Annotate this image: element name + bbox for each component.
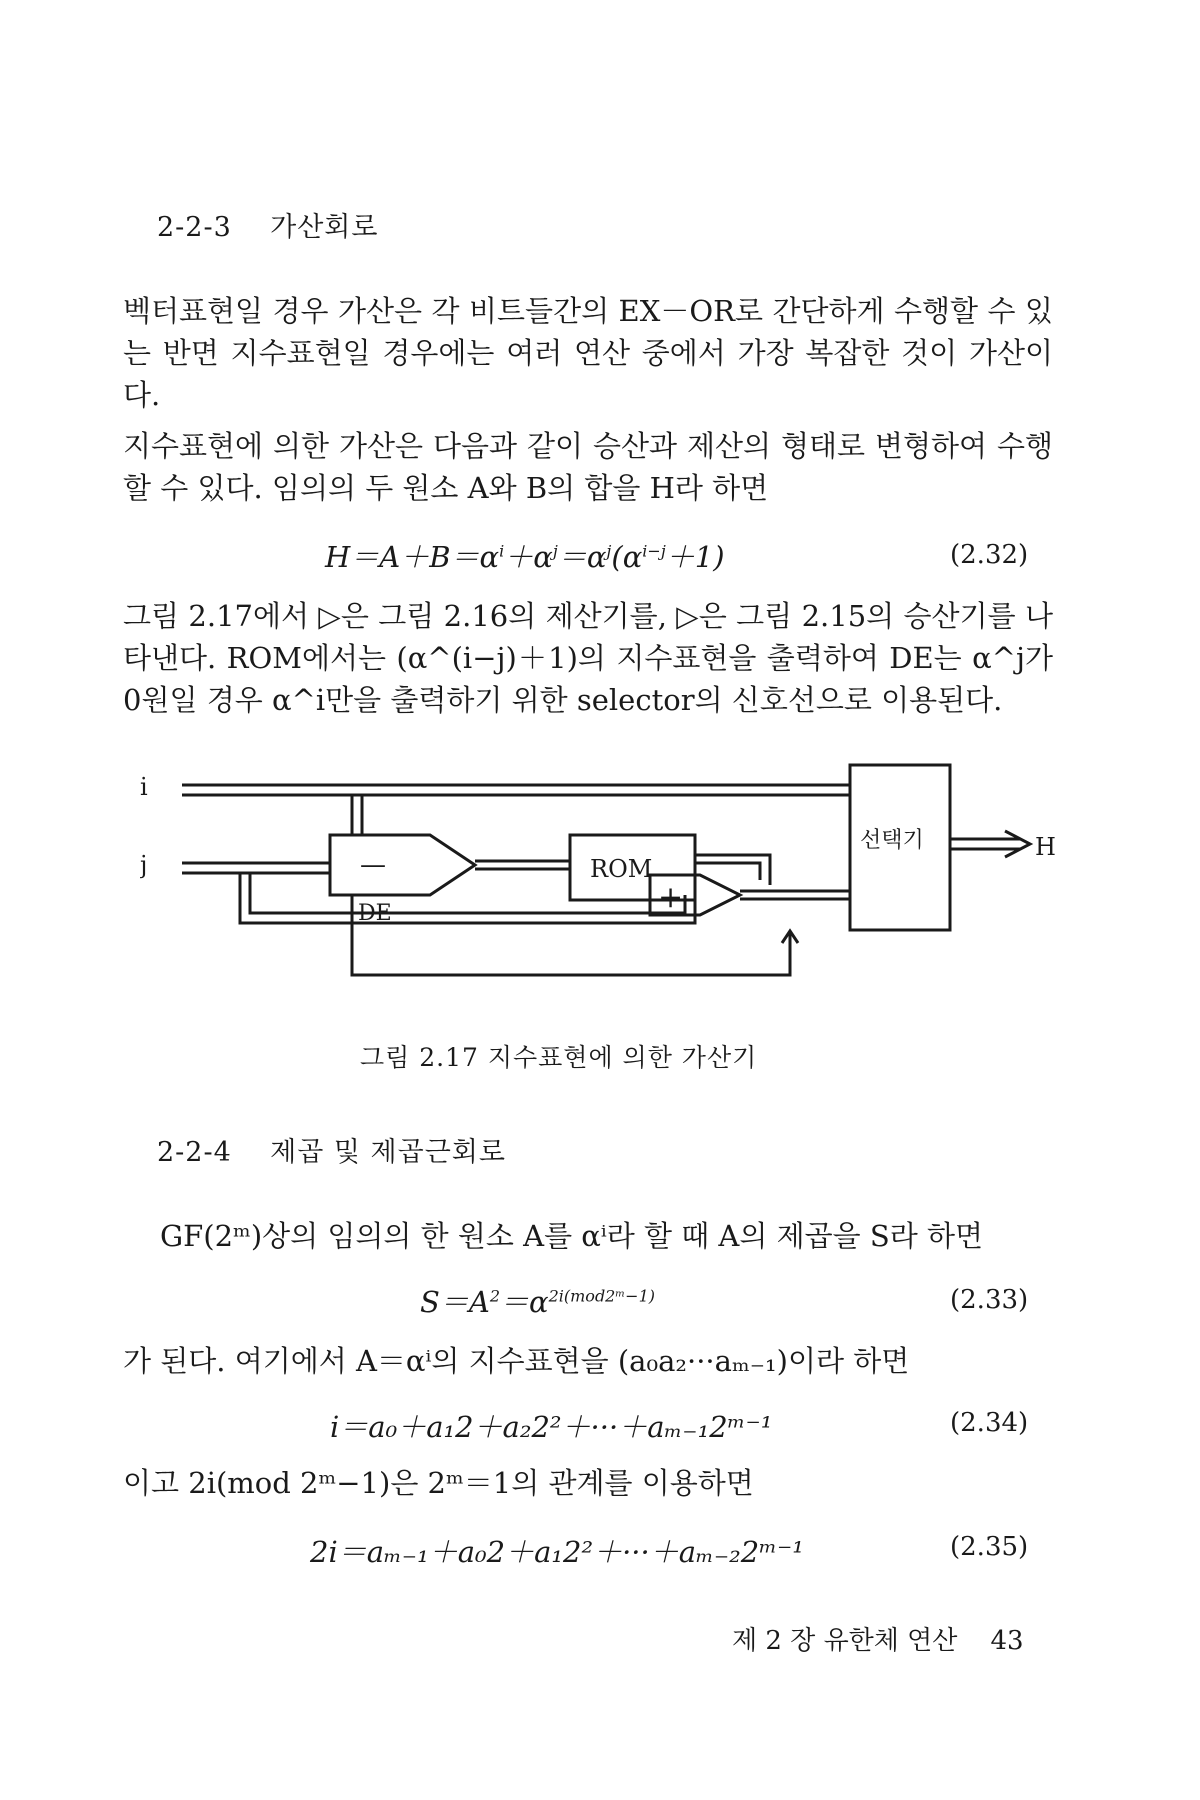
- equation-number-2-34: (2.34): [950, 1408, 1029, 1438]
- section-number: 2-2-3: [157, 212, 232, 243]
- page-number: 43: [990, 1626, 1024, 1656]
- subtractor-block: [330, 835, 475, 895]
- equation-2-33: $S=A^2=\alpha^{2i(mod2ᵐ-1)}$: [420, 1285, 655, 1319]
- label-de: DE: [358, 901, 392, 926]
- paragraph-figure-description: 그림 2.17에서 ▷은 그림 2.16의 제산기를, ▷은 그림 2.15의 승산기를 나타낸다. ROM에서는 (α^(i−j)＋1)의 지수표현을 출력하여 DE는 α^j가 0원일 경우 α^i만을 출력하기 위한 selector의 신호선으로 이용된다.: [123, 599, 1053, 717]
- label-plus: +: [658, 880, 684, 915]
- label-selector: 선택기: [860, 828, 924, 853]
- page-footer: [732, 1620, 1024, 1657]
- equation-number-2-35: (2.35): [950, 1532, 1029, 1562]
- label-output-h: H: [1035, 833, 1056, 861]
- chapter-title: 제 2 장 유한체 연산: [732, 1626, 958, 1656]
- label-rom: ROM: [590, 855, 653, 883]
- label-input-i: i: [140, 773, 148, 801]
- figure-2-17-diagram: [140, 755, 1080, 1035]
- paragraph-square-definition: GF(2ᵐ)상의 임의의 한 원소 A를 αⁱ라 할 때 A의 제곱을 S라 하면: [160, 1219, 983, 1253]
- label-input-j: j: [140, 851, 148, 879]
- figure-caption: 그림 2.17 지수표현에 의한 가산기: [360, 1043, 758, 1072]
- section-heading-2-2-3: [157, 205, 378, 244]
- equation-2-35: 2i＝aₘ₋₁＋a₀2＋a₁2²＋···＋aₘ₋₂2ᵐ⁻¹: [310, 1535, 804, 1569]
- label-minus: —: [360, 850, 386, 880]
- paragraph-vector-addition: 벡터표현일 경우 가산은 각 비트들간의 EX－OR로 간단하게 수행할 수 있는 반면 지수표현일 경우에는 여러 연산 중에서 가장 복잡한 것이 가산이다.: [123, 294, 1053, 412]
- de-signal-line: [352, 895, 790, 975]
- equation-2-34: i＝a₀＋a₁2＋a₂2²＋···＋aₘ₋₁2ᵐ⁻¹: [330, 1410, 773, 1444]
- paragraph-exponent-representation: 가 된다. 여기에서 A＝αⁱ의 지수표현을 (a₀a₂···aₘ₋₁)이라 하면: [123, 1344, 910, 1378]
- section-title: 가산회로: [270, 212, 379, 243]
- section-title: 제곱 및 제곱근회로: [270, 1137, 506, 1168]
- equation-number-2-33: (2.33): [950, 1285, 1029, 1315]
- equation-2-32: $H=A+B=\alpha^i+\alpha^j=\alpha^j(\alpha^{i-j}+1)$: [325, 540, 725, 574]
- paragraph-mod-relation: 이고 2i(mod 2ᵐ−1)은 2ᵐ＝1의 관계를 이용하면: [123, 1466, 754, 1500]
- section-number: 2-2-4: [157, 1137, 232, 1168]
- output-arrowhead: [1005, 831, 1030, 857]
- paragraph-exponent-addition: 지수표현에 의한 가산은 다음과 같이 승산과 제산의 형태로 변형하여 수행할 수 있다. 임의의 두 원소 A와 B의 합을 H라 하면: [123, 429, 1053, 505]
- section-heading-2-2-4: [157, 1130, 506, 1169]
- equation-number-2-32: (2.32): [950, 540, 1029, 570]
